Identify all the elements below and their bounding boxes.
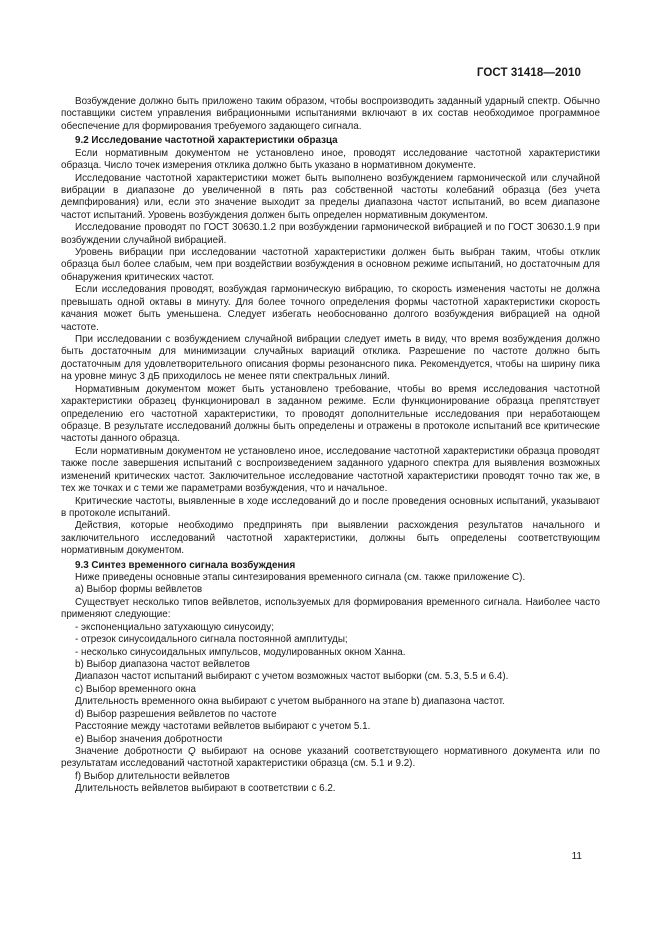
document-code: ГОСТ 31418—2010 [476, 67, 581, 79]
paragraph: Уровень вибрации при исследовании частотной характеристики должен быть выбран таким, чтобы отклик образца был более слабым, чем при воздействии возбуждения в основном режиме испытаний, но достаточным для обнаружения критических частот. [61, 247, 600, 283]
text-run: Значение добротности [75, 745, 188, 757]
paragraph [61, 746, 600, 771]
paragraph: Нормативным документом может быть установлено требование, чтобы во время исследования частотной характеристики образец функционировал в заданном режиме. Если функционирование образца препятствует определению его частотной характеристики, то проводят дополнительные исследования при неработающем образце. В результате исследований должны быть определены и отражены в протоколе испытаний все критические частоты данного образца. [61, 383, 600, 445]
list-item: - несколько синусоидальных импульсов, модулированных окном Ханна. [75, 646, 406, 658]
paragraph: Возбуждение должно быть приложено таким образом, чтобы воспроизводить заданный ударный спектр. Обычно поставщики систем управления вибрационными испытаниями включают в их состав необходимое программное обеспечение для формирования требуемого задающего сигнала. [61, 96, 600, 132]
section-heading: 9.2 Исследование частотной характеристики образца [75, 135, 338, 147]
list-step: d) Выбор разрешения вейвлетов по частоте [75, 708, 277, 720]
paragraph: Диапазон частот испытаний выбирают с учетом возможных частот выборки (см. 5.3, 5.5 и 6.4). [75, 671, 509, 683]
document-body [61, 96, 600, 796]
paragraph: Исследование частотной характеристики может быть выполнено возбуждением гармонической или случайной вибрации в диапазоне до увеличенной в пять раз собственной частоты колебаний образца (без учета демпфирования) или, если это значение выходит за пределы диапазона частот испытаний, во всем диапазоне частот испытаний. Уровень возбуждения должен быть определен нормативным документом. [61, 172, 600, 221]
paragraph: Ниже приведены основные этапы синтезирования временного сигнала (см. также приложение С). [75, 572, 526, 584]
list-step: b) Выбор диапазона частот вейвлетов [75, 658, 250, 670]
paragraph: Длительность вейвлетов выбирают в соответствии с 6.2. [75, 783, 336, 795]
paragraph: Длительность временного окна выбирают с учетом выбранного на этапе b) диапазона частот. [75, 696, 505, 708]
paragraph: Если нормативным документом не установлено иное, проводят исследование частотной характеристики образца. Число точек измерения отклика должно быть указано в нормативном документе. [61, 147, 600, 172]
list-item: - экспоненциально затухающую синусоиду; [75, 621, 274, 633]
paragraph: Действия, которые необходимо предпринять при выявлении расхождения результатов начального и заключительного исследований частотной характеристики, должны быть определены соответствующим нормативным документом. [61, 520, 600, 557]
list-item: - отрезок синусоидального сигнала постоянной амплитуды; [75, 634, 348, 646]
paragraph: При исследовании с возбуждением случайной вибрации следует иметь в виду, что время возбуждения должно быть достаточным для минимизации случайных вариаций отклика. Разрешение по частоте должно быть достаточным для удовлетворительного описания формы резонансного пика. Рекомендуется, чтобы на ширину пика на уровне минус 3 дБ приходилось не менее пяти спектральных линий. [61, 334, 600, 383]
paragraph: Существует несколько типов вейвлетов, используемых для формирования временного сигнала. Наиболее часто применяют следующие: [61, 596, 600, 621]
list-step: f) Выбор длительности вейвлетов [75, 770, 230, 782]
page-number: 11 [571, 851, 582, 862]
paragraph: Расстояние между частотами вейвлетов выбирают с учетом 5.1. [75, 721, 371, 733]
paragraph: Критические частоты, выявленные в ходе исследований до и после проведения основных испытаний, указывают в протоколе испытаний. [61, 495, 600, 519]
list-step: e) Выбор значения добротности [75, 733, 223, 745]
paragraph: Если нормативным документом не установлено иное, исследование частотной характеристики образца проводят также после завершения испытаний с воспроизведением заданного ударного спектра для выявления возможных изменений критических частот. Заключительное исследование частотной характеристики проводят точно так же, в тех же точках и с теми же параметрами возбуждения, что и начальное. [61, 445, 600, 495]
paragraph: Если исследования проводят, возбуждая гармоническую вибрацию, то скорость изменения частоты не должна превышать одной октавы в минуту. Для более точного определения формы частотной характеристики скорость качания может быть уменьшена. Следует избегать необоснованно долгого возбуждения вибрацией на одной частоте. [61, 284, 600, 333]
q-symbol: Q [188, 745, 196, 757]
section-heading: 9.3 Синтез временного сигнала возбуждения [75, 559, 296, 571]
list-step: c) Выбор временного окна [75, 683, 196, 695]
text-run: выбирают на основе указаний соответствующего нормативного документа или по результатам исследований частотной характеристики образца (см. 5.1 и 9.2). [61, 745, 601, 770]
list-step: a) Выбор формы вейвлетов [75, 584, 203, 596]
paragraph: Исследование проводят по ГОСТ 30630.1.2 при возбуждении гармонической вибрацией и по ГОСТ 30630.1.9 при возбуждении случайной вибрацией. [61, 222, 600, 246]
